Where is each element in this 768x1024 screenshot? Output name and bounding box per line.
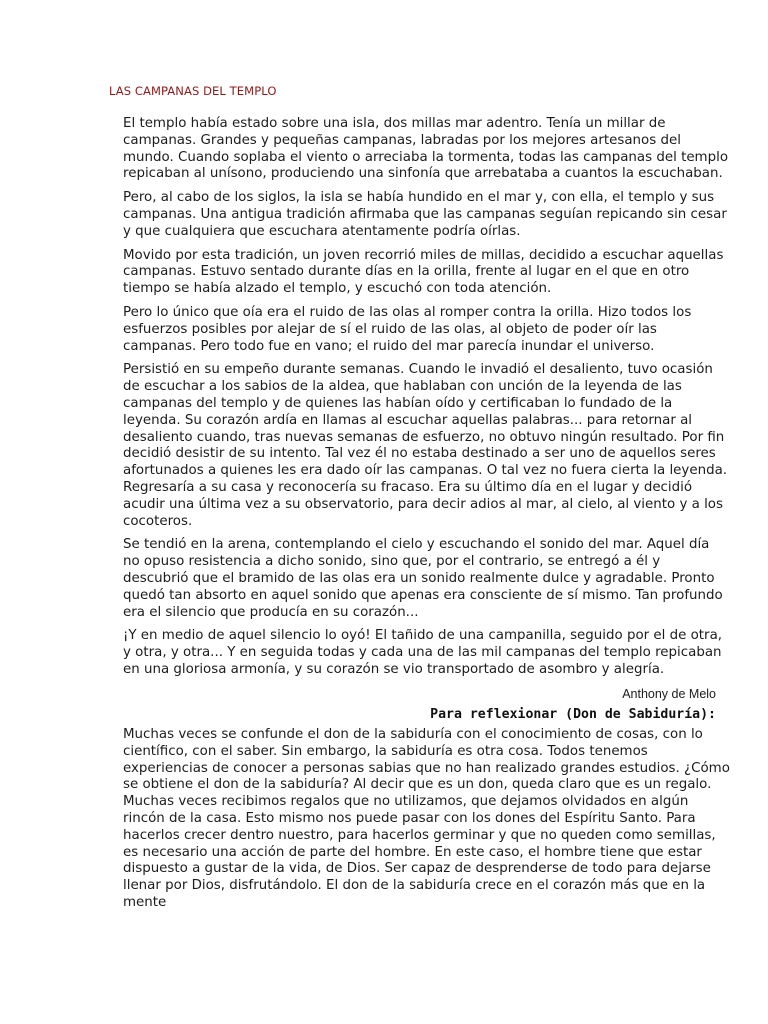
story-paragraph-7: ¡Y en medio de aquel silencio lo oyó! El tañido de una campanilla, seguido por el de otra, y otra, y otra... Y en seguida todas y cada una de las mil campanas del templo repicaban en una gloriosa armonía, y su corazón se vio transportado de asombro y alegría. (123, 628, 723, 677)
story-body (123, 116, 728, 686)
reflection-heading: Para reflexionar (Don de Sabiduría): (430, 707, 716, 722)
story-paragraph-1: El templo había estado sobre una isla, dos millas mar adentro. Tenía un millar de campanas. Grandes y pequeñas campanas, labradas por los mejores artesanos del mundo. Cuando soplaba el viento o arreciaba la tormenta, todas las campanas del templo repicaban al unísono, produciendo una sinfonía que arrebataba a cuantos la escuchaban. (123, 116, 729, 182)
story-paragraph-5: Persistió en su empeño durante semanas. Cuando le invadió el desaliento, tuvo ocasión de escuchar a los sabios de la aldea, que hablaban con unción de la leyenda de las campanas del templo y de quienes las habían oído y certificaban lo fundado de la leyenda. Su corazón ardía en llamas al escuchar aquellas palabras... para retornar al desaliento cuando, tras nuevas semanas de esfuerzo, no obtuvo ningún resultado. Por fin decidió desistir de su intento. Tal vez él no estaba destinado a ser uno de aquellos seres afortunados a quienes les era dado oír las campanas. O tal vez no fuera cierta la leyenda. Regresaría a su casa y reconocería su fracaso. Era su último día en el lugar y decidió acudir una última vez a su observatorio, para decir adios al mar, al cielo, al viento y a los cocoteros. (123, 362, 728, 529)
story-paragraph-3: Movido por esta tradición, un joven recorrió miles de millas, decidido a escuchar aquellas campanas. Estuvo sentado durante días en la orilla, frente al lugar en el que en otro tiempo se había alzado el templo, y escuchó con toda atención. (123, 247, 724, 297)
story-paragraph-6: Se tendió en la arena, contemplando el cielo y escuchando el sonido del mar. Aquel día no opuso resistencia a dicho sonido, sino que, por el contrario, se entregó a él y descubrió que el bramido de las olas era un sonido realmente dulce y agradable. Pronto quedó tan absorto en aquel sonido que apenas era consciente de sí mismo. Tan profundo era el silencio que producía en su corazón... (123, 537, 723, 620)
document-title: LAS CAMPANAS DEL TEMPLO (109, 84, 277, 98)
author-attribution: Anthony de Melo (622, 687, 716, 701)
reflection-paragraph: Muchas veces se confunde el don de la sabiduría con el conocimiento de cosas, con lo científico, con el saber. Sin embargo, la sabiduría es otra cosa. Todos tenemos experiencias de conocer a personas sabias que no han realizado grandes estudios. ¿Cómo se obtiene el don de la sabiduría? Al decir que es un don, queda claro que es un regalo. Muchas veces recibimos regalos que no utilizamos, que dejamos olvidados en algún rincón de la casa. Esto mismo nos puede pasar con los dones del Espíritu Santo. Para hacerlos crecer dentro nuestro, para hacerlos germinar y que no queden como semillas, es necesario una acción de parte del hombre. En este caso, el hombre tiene que estar dispuesto a gustar de la vida, de Dios. Ser capaz de desprenderse de todo para dejarse llenar por Dios, disfrutándolo. El don de la sabiduría crece en el corazón más que en la mente (123, 727, 730, 910)
story-paragraph-2: Pero, al cabo de los siglos, la isla se había hundido en el mar y, con ella, el templo y sus campanas. Una antigua tradición afirmaba que las campanas seguían repicando sin cesar y que cualquiera que escuchara atentamente podría oírlas. (123, 190, 727, 239)
story-paragraph-4: Pero lo único que oía era el ruido de las olas al romper contra la orilla. Hizo todos los esfuerzos posibles por alejar de sí el ruido de las olas, al objeto de poder oír las campanas. Pero todo fue en vano; el ruido del mar parecía inundar el universo. (123, 304, 692, 354)
